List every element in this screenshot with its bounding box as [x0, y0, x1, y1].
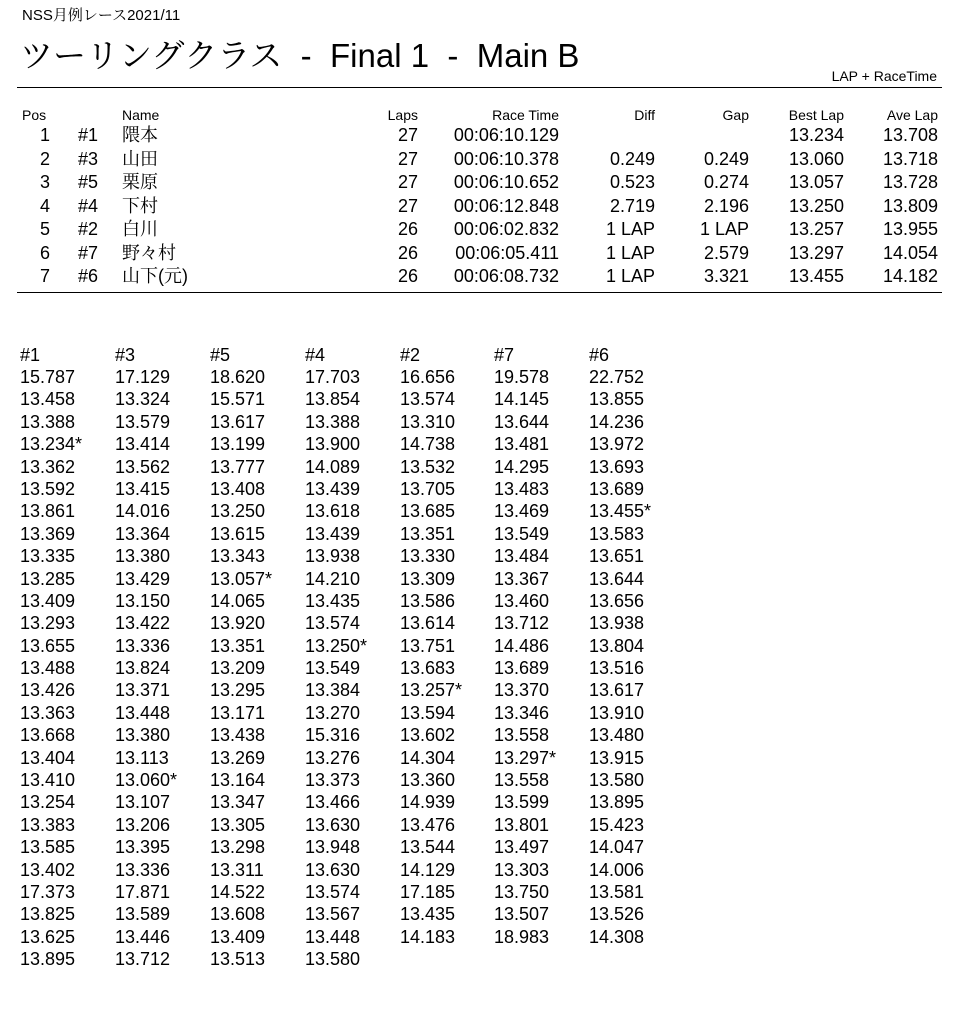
- col-header-race-time: Race Time: [492, 107, 559, 123]
- lap-time-cell: 13.484: [494, 546, 550, 567]
- result-row: [0, 218, 959, 242]
- race-time-cell: 00:06:10.652: [453, 172, 559, 192]
- driver-name-cell: 山田: [122, 148, 158, 169]
- lap-column: [589, 344, 684, 948]
- lap-time-cell: 13.585: [20, 837, 76, 858]
- lap-column: [400, 344, 495, 948]
- pos-cell: 7: [39, 266, 50, 286]
- col-header-gap: Gap: [722, 107, 749, 123]
- lap-time-cell: 13.895: [589, 792, 645, 813]
- lap-time-cell: 13.705: [400, 478, 456, 499]
- pos-cell: 4: [39, 195, 50, 216]
- lap-time-cell: 14.486: [494, 635, 550, 656]
- lap-time-cell: 13.466: [305, 792, 361, 813]
- lap-time-cell: 13.380: [115, 725, 171, 746]
- best-lap-cell: 13.257: [788, 219, 844, 239]
- lap-time-cell: 16.656: [400, 367, 456, 387]
- lap-time-cell: 13.415: [115, 478, 171, 499]
- lap-time-cell: 13.516: [589, 658, 645, 679]
- lap-column: [494, 344, 589, 948]
- lap-column-header: #2: [400, 345, 421, 365]
- lap-time-cell: 13.305: [210, 814, 266, 835]
- results-header-row: [0, 106, 959, 124]
- lap-time-cell: 13.644: [589, 568, 645, 589]
- lap-time-cell: 13.574: [305, 613, 361, 634]
- lap-time-cell: 14.047: [589, 837, 645, 858]
- lap-time-cell: 15.571: [210, 389, 266, 410]
- lap-time-cell: 13.380: [115, 546, 171, 567]
- driver-name-cell: 栗原: [122, 172, 158, 192]
- car-number-cell: #3: [78, 148, 99, 169]
- lap-time-cell: 13.558: [494, 725, 550, 746]
- lap-time-cell: 13.150: [115, 590, 171, 611]
- driver-name-cell: 野々村: [122, 242, 176, 263]
- lap-time-cell: 13.310: [400, 411, 456, 432]
- ave-lap-cell: 13.728: [882, 172, 938, 192]
- lap-time-cell: 13.402: [20, 859, 76, 880]
- lap-time-cell: 13.336: [115, 859, 171, 880]
- diff-cell: 1 LAP: [605, 219, 655, 239]
- lap-time-cell: 13.589: [115, 904, 171, 925]
- lap-time-cell: 13.655: [20, 635, 76, 656]
- lap-time-cell: 13.685: [400, 501, 456, 522]
- laps-cell: 27: [397, 125, 418, 145]
- lap-time-cell: 13.414: [115, 434, 171, 455]
- lap-time-cell: 14.089: [305, 456, 361, 477]
- lap-time-cell: 13.060*: [115, 770, 178, 791]
- lap-time-cell: 13.324: [115, 389, 171, 410]
- page-title: ツーリングクラス - Final 1 - Main B: [20, 37, 580, 74]
- lap-time-cell: 13.689: [589, 478, 645, 499]
- lap-column-header: #3: [115, 345, 136, 365]
- race-time-cell: 00:06:08.732: [453, 266, 559, 286]
- lap-time-cell: 13.488: [20, 658, 76, 679]
- lap-time-cell: 13.384: [305, 680, 361, 701]
- lap-time-cell: 13.335: [20, 546, 76, 567]
- lap-time-cell: 17.185: [400, 881, 456, 902]
- ave-lap-cell: 14.054: [882, 242, 938, 263]
- lap-time-cell: 13.617: [210, 411, 266, 432]
- lap-time-cell: 13.644: [494, 411, 550, 432]
- lap-time-cell: 13.750: [494, 881, 550, 902]
- lap-time-cell: 13.458: [20, 389, 76, 410]
- lap-time-cell: 14.308: [589, 926, 645, 947]
- lap-time-cell: 13.861: [20, 501, 76, 522]
- lap-time-cell: 13.630: [305, 859, 361, 880]
- mode-label: LAP + RaceTime: [831, 68, 937, 84]
- result-row: [0, 124, 959, 148]
- lap-time-cell: 17.703: [305, 367, 361, 387]
- car-number-cell: #7: [78, 242, 99, 263]
- diff-cell: 0.523: [609, 172, 655, 192]
- lap-time-cell: 13.574: [400, 389, 456, 410]
- lap-time-cell: 13.801: [494, 814, 550, 835]
- col-header-diff: Diff: [634, 107, 655, 123]
- diff-cell: 2.719: [609, 195, 655, 216]
- laps-cell: 26: [397, 242, 418, 263]
- lap-time-cell: 13.549: [494, 523, 550, 544]
- lap-time-cell: 13.388: [305, 411, 361, 432]
- lap-time-cell: 13.581: [589, 881, 645, 902]
- lap-time-cell: 13.895: [20, 949, 76, 970]
- lap-time-cell: 13.057*: [210, 568, 273, 589]
- lap-time-cell: 13.562: [115, 456, 171, 477]
- ave-lap-cell: 14.182: [882, 266, 938, 286]
- lap-time-cell: 13.408: [210, 478, 266, 499]
- gap-cell: 2.196: [703, 195, 749, 216]
- lap-time-cell: 13.751: [400, 635, 456, 656]
- best-lap-cell: 13.297: [788, 242, 844, 263]
- gap-cell: 1 LAP: [699, 219, 749, 239]
- lap-time-cell: 13.346: [494, 702, 550, 723]
- lap-time-cell: 15.316: [305, 725, 361, 746]
- lap-time-cell: 13.254: [20, 792, 76, 813]
- lap-time-cell: 14.183: [400, 926, 456, 947]
- lap-time-cell: 13.513: [210, 949, 266, 970]
- gap-cell: 2.579: [703, 242, 749, 263]
- lap-time-cell: 13.567: [305, 904, 361, 925]
- lap-time-cell: 14.295: [494, 456, 550, 477]
- lap-time-cell: 13.614: [400, 613, 456, 634]
- lap-column: [210, 344, 305, 971]
- lap-time-cell: 13.409: [20, 590, 76, 611]
- ave-lap-cell: 13.708: [882, 125, 938, 145]
- result-row: [0, 242, 959, 266]
- lap-time-cell: 13.825: [20, 904, 76, 925]
- lap-time-cell: 13.526: [589, 904, 645, 925]
- gap-cell: 0.274: [703, 172, 749, 192]
- lap-time-cell: 13.439: [305, 523, 361, 544]
- lap-time-cell: 13.481: [494, 434, 550, 455]
- lap-time-cell: 22.752: [589, 367, 645, 387]
- lap-time-cell: 13.435: [305, 590, 361, 611]
- pos-cell: 2: [39, 148, 50, 169]
- lap-time-cell: 13.915: [589, 747, 645, 768]
- lap-time-cell: 18.983: [494, 926, 550, 947]
- lap-time-cell: 13.199: [210, 434, 266, 455]
- lap-time-cell: 13.293: [20, 613, 76, 634]
- lap-time-cell: 13.618: [305, 501, 361, 522]
- race-time-cell: 00:06:10.129: [453, 125, 559, 145]
- lap-time-cell: 13.668: [20, 725, 76, 746]
- lap-time-cell: 13.972: [589, 434, 645, 455]
- lap-time-cell: 13.448: [305, 926, 361, 947]
- lap-column-header: #4: [305, 345, 326, 365]
- lap-time-cell: 13.854: [305, 389, 361, 410]
- lap-time-cell: 13.269: [210, 747, 266, 768]
- diff-cell: 1 LAP: [605, 242, 655, 263]
- lap-time-cell: 13.364: [115, 523, 171, 544]
- lap-time-cell: 13.712: [115, 949, 171, 970]
- lap-time-cell: 13.250: [210, 501, 266, 522]
- lap-time-cell: 13.164: [210, 770, 266, 791]
- lap-time-cell: 13.617: [589, 680, 645, 701]
- lap-time-cell: 13.367: [494, 568, 550, 589]
- diff-cell: 1 LAP: [605, 266, 655, 286]
- lap-time-cell: 13.234*: [20, 434, 83, 455]
- car-number-cell: #2: [78, 219, 99, 239]
- lap-time-cell: 14.738: [400, 434, 456, 455]
- lap-time-cell: 13.438: [210, 725, 266, 746]
- laps-cell: 27: [397, 148, 418, 169]
- best-lap-cell: 13.250: [788, 195, 844, 216]
- lap-column-header: #1: [20, 345, 41, 365]
- lap-time-cell: 13.712: [494, 613, 550, 634]
- lap-time-cell: 13.532: [400, 456, 456, 477]
- col-header-ave-lap: Ave Lap: [886, 107, 938, 123]
- race-time-cell: 00:06:02.832: [453, 219, 559, 239]
- car-number-cell: #5: [78, 172, 99, 192]
- lap-time-cell: 13.455*: [589, 501, 652, 522]
- lap-time-cell: 13.298: [210, 837, 266, 858]
- lap-time-cell: 13.370: [494, 680, 550, 701]
- lap-time-cell: 14.129: [400, 859, 456, 880]
- lap-time-cell: 13.910: [589, 702, 645, 723]
- result-row: [0, 195, 959, 219]
- lap-time-cell: 13.804: [589, 635, 645, 656]
- pos-cell: 5: [39, 219, 50, 239]
- driver-name-cell: 白川: [122, 219, 158, 239]
- lap-time-cell: 14.522: [210, 881, 266, 902]
- lap-time-cell: 13.429: [115, 568, 171, 589]
- lap-time-cell: 13.351: [210, 635, 266, 656]
- driver-name-cell: 下村: [122, 195, 158, 216]
- lap-time-cell: 13.579: [115, 411, 171, 432]
- best-lap-cell: 13.455: [788, 266, 844, 286]
- lap-time-cell: 13.558: [494, 770, 550, 791]
- lap-time-cell: 13.270: [305, 702, 361, 723]
- lap-time-cell: 19.578: [494, 367, 550, 387]
- lap-time-cell: 14.065: [210, 590, 266, 611]
- lap-column-header: #7: [494, 345, 515, 365]
- lap-time-cell: 13.689: [494, 658, 550, 679]
- lap-time-cell: 17.129: [115, 367, 171, 387]
- lap-time-cell: 13.330: [400, 546, 456, 567]
- lap-time-cell: 13.855: [589, 389, 645, 410]
- result-row: [0, 171, 959, 195]
- lap-time-cell: 13.480: [589, 725, 645, 746]
- lap-time-cell: 15.787: [20, 367, 76, 387]
- lap-time-cell: 13.446: [115, 926, 171, 947]
- lap-time-cell: 13.900: [305, 434, 361, 455]
- lap-time-cell: 14.210: [305, 568, 361, 589]
- diff-cell: 0.249: [609, 148, 655, 169]
- lap-time-cell: 13.309: [400, 568, 456, 589]
- lap-time-cell: 13.362: [20, 456, 76, 477]
- lap-time-cell: 13.625: [20, 926, 76, 947]
- lap-time-cell: 17.373: [20, 881, 76, 902]
- results-table: [0, 106, 959, 289]
- lap-time-cell: 13.404: [20, 747, 76, 768]
- best-lap-cell: 13.234: [788, 125, 844, 145]
- lap-time-cell: 13.580: [305, 949, 361, 970]
- event-title: NSS月例レース2021/11: [22, 7, 181, 24]
- lap-time-cell: 13.395: [115, 837, 171, 858]
- laps-cell: 26: [397, 266, 418, 286]
- laps-cell: 26: [397, 219, 418, 239]
- lap-time-cell: 13.497: [494, 837, 550, 858]
- lap-time-cell: 13.460: [494, 590, 550, 611]
- laps-cell: 27: [397, 172, 418, 192]
- lap-column: [115, 344, 210, 971]
- lap-time-cell: 13.599: [494, 792, 550, 813]
- lap-time-cell: 13.544: [400, 837, 456, 858]
- lap-time-cell: 13.683: [400, 658, 456, 679]
- lap-time-cell: 13.630: [305, 814, 361, 835]
- lap-column: [20, 344, 115, 971]
- lap-time-cell: 13.295: [210, 680, 266, 701]
- lap-time-cell: 13.276: [305, 747, 361, 768]
- ave-lap-cell: 13.809: [882, 195, 938, 216]
- bottom-rule: [17, 292, 942, 293]
- lap-time-cell: 13.303: [494, 859, 550, 880]
- lap-time-cell: 13.938: [305, 546, 361, 567]
- lap-time-cell: 13.507: [494, 904, 550, 925]
- lap-time-cell: 13.920: [210, 613, 266, 634]
- lap-time-cell: 13.448: [115, 702, 171, 723]
- lap-time-cell: 13.250*: [305, 635, 368, 656]
- lap-time-cell: 13.938: [589, 613, 645, 634]
- lap-time-cell: 13.171: [210, 702, 266, 723]
- lap-time-cell: 13.656: [589, 590, 645, 611]
- result-row: [0, 148, 959, 172]
- lap-time-cell: 13.586: [400, 590, 456, 611]
- lap-column-header: #5: [210, 345, 231, 365]
- lap-time-cell: 18.620: [210, 367, 266, 387]
- lap-time-cell: 13.574: [305, 881, 361, 902]
- lap-time-cell: 13.285: [20, 568, 76, 589]
- lap-time-cell: 13.107: [115, 792, 171, 813]
- lap-time-cell: 13.602: [400, 725, 456, 746]
- lap-time-cell: 14.939: [400, 792, 456, 813]
- lap-time-cell: 14.236: [589, 411, 645, 432]
- lap-time-cell: 13.549: [305, 658, 361, 679]
- lap-time-cell: 13.209: [210, 658, 266, 679]
- driver-name-cell: 山下(元): [122, 266, 188, 286]
- lap-time-cell: 13.435: [400, 904, 456, 925]
- lap-time-cell: 13.422: [115, 613, 171, 634]
- pos-cell: 3: [39, 172, 50, 192]
- lap-time-cell: 13.439: [305, 478, 361, 499]
- lap-time-cell: 14.016: [115, 501, 171, 522]
- gap-cell: 0.249: [703, 148, 749, 169]
- results-rows: [0, 124, 959, 289]
- lap-time-cell: 13.351: [400, 523, 456, 544]
- col-header-name: Name: [122, 107, 160, 123]
- lap-time-cell: 13.113: [115, 747, 169, 768]
- lap-column-header: #6: [589, 345, 610, 365]
- lap-time-cell: 13.206: [115, 814, 171, 835]
- col-header-pos: Pos: [22, 107, 47, 123]
- lap-time-cell: 13.615: [210, 523, 266, 544]
- top-rule: [17, 87, 942, 88]
- car-number-cell: #4: [78, 195, 99, 216]
- col-header-laps: Laps: [387, 107, 418, 123]
- lap-time-cell: 13.373: [305, 770, 361, 791]
- pos-cell: 6: [39, 242, 50, 263]
- lap-time-cell: 13.311: [210, 859, 264, 880]
- lap-time-cell: 13.336: [115, 635, 171, 656]
- lap-time-cell: 13.257*: [400, 680, 463, 701]
- car-number-cell: #1: [78, 125, 99, 145]
- lap-time-cell: 13.383: [20, 814, 76, 835]
- pos-cell: 1: [39, 125, 50, 145]
- race-time-cell: 00:06:05.411: [455, 242, 559, 263]
- lap-time-cell: 13.580: [589, 770, 645, 791]
- lap-time-cell: 13.476: [400, 814, 456, 835]
- best-lap-cell: 13.057: [788, 172, 844, 192]
- lap-time-cell: 13.608: [210, 904, 266, 925]
- lap-time-cell: 13.388: [20, 411, 76, 432]
- result-row: [0, 265, 959, 289]
- lap-column: [305, 344, 400, 971]
- lap-time-cell: 13.347: [210, 792, 266, 813]
- lap-time-cell: 13.360: [400, 770, 456, 791]
- lap-time-cell: 13.592: [20, 478, 76, 499]
- ave-lap-cell: 13.955: [882, 219, 938, 239]
- col-header-best-lap: Best Lap: [788, 107, 844, 123]
- lap-time-cell: 13.583: [589, 523, 645, 544]
- ave-lap-cell: 13.718: [882, 148, 938, 169]
- best-lap-cell: 13.060: [788, 148, 844, 169]
- lap-time-cell: 13.371: [115, 680, 171, 701]
- lap-time-cell: 13.363: [20, 702, 76, 723]
- lap-time-cell: 13.693: [589, 456, 645, 477]
- lap-time-cell: 14.304: [400, 747, 456, 768]
- driver-name-cell: 隈本: [122, 125, 158, 145]
- car-number-cell: #6: [78, 266, 99, 286]
- gap-cell: 3.321: [703, 266, 749, 286]
- lap-time-cell: 13.651: [589, 546, 645, 567]
- lap-time-cell: 13.483: [494, 478, 550, 499]
- lap-time-cell: 13.409: [210, 926, 266, 947]
- race-time-cell: 00:06:12.848: [453, 195, 559, 216]
- lap-time-cell: 13.297*: [494, 747, 557, 768]
- lap-time-cell: 14.145: [494, 389, 550, 410]
- lap-time-cell: 13.469: [494, 501, 550, 522]
- lap-time-cell: 14.006: [589, 859, 645, 880]
- race-time-cell: 00:06:10.378: [453, 148, 559, 169]
- lap-time-cell: 13.410: [20, 770, 76, 791]
- lap-time-cell: 13.824: [115, 658, 171, 679]
- lap-time-cell: 13.343: [210, 546, 266, 567]
- lap-time-cell: 13.777: [210, 456, 266, 477]
- lap-time-cell: 13.426: [20, 680, 76, 701]
- lap-time-cell: 17.871: [115, 881, 171, 902]
- lap-time-cell: 13.369: [20, 523, 76, 544]
- lap-time-cell: 13.594: [400, 702, 456, 723]
- lap-time-cell: 13.948: [305, 837, 361, 858]
- laps-cell: 27: [397, 195, 418, 216]
- lap-time-cell: 15.423: [589, 814, 645, 835]
